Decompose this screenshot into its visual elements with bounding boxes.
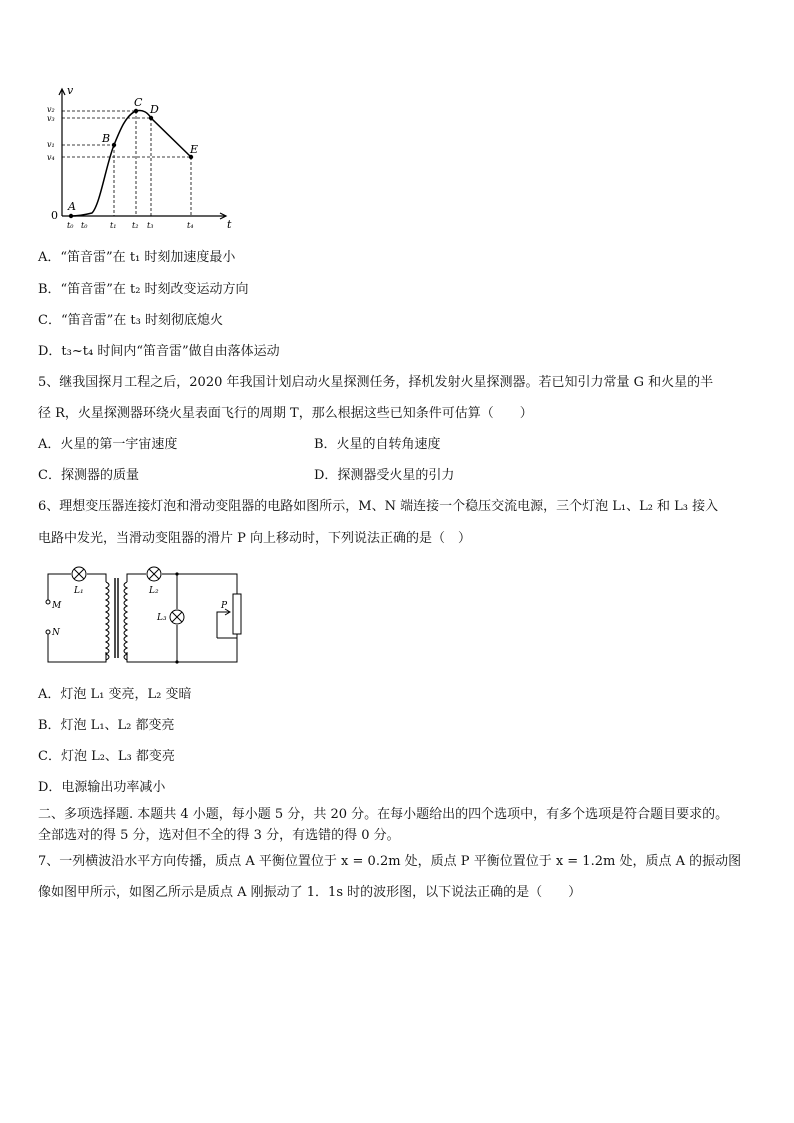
q6-stem-line2: 电路中发光，当滑动变阻器的滑片 P 向上移动时，下列说法正确的是（ ） — [38, 531, 472, 546]
rheostat — [233, 594, 241, 634]
v-tick-v1: v₁ — [47, 140, 55, 149]
q6-option-c: C．灯泡 L₂、L₃ 都变亮 — [38, 749, 175, 764]
lamp-l3-label: L₃ — [157, 613, 167, 623]
q4-option-c: C．“笛音雷”在 t₃ 时刻彻底熄火 — [38, 313, 223, 328]
q4-option-a: A．“笛音雷”在 t₁ 时刻加速度最小 — [38, 250, 236, 265]
q5-option-b: B．火星的自转角速度 — [314, 437, 441, 452]
point-e-label: E — [190, 143, 199, 156]
q5-stem-line1: 5、继我国探月工程之后，2020 年我国计划启动火星探测任务，择机发射火星探测器。若已知引力常量 G 和火星的半 — [38, 375, 714, 390]
lamp-l1-label: L₁ — [74, 586, 84, 596]
velocity-time-graph — [40, 85, 240, 235]
q6-option-a: A．灯泡 L₁ 变亮，L₂ 变暗 — [38, 687, 192, 702]
q6-option-b: B．灯泡 L₁、L₂ 都变亮 — [38, 718, 175, 733]
q7-stem-line2: 像如图甲所示，如图乙所示是质点 A 刚振动了 1．1s 时的波形图，以下说法正确的是（ ） — [38, 885, 582, 900]
t-tick-t0b: t₀ — [81, 221, 88, 230]
section2-instructions-line2: 全部选对的得 5 分，选对但不全的得 3 分，有选错的得 0 分。 — [38, 828, 400, 843]
q6-stem-line1: 6、理想变压器连接灯泡和滑动变阻器的电路如图所示，M、N 端连接一个稳压交流电源，三个灯泡 L₁、L₂ 和 L₃ 接入 — [38, 499, 719, 514]
primary-coil — [106, 582, 109, 660]
v-tick-v3: v₃ — [47, 114, 55, 123]
q4-option-b: B．“笛音雷”在 t₂ 时刻改变运动方向 — [38, 282, 249, 297]
origin-label: 0 — [51, 209, 58, 222]
point-b-label: B — [102, 132, 111, 145]
q7-stem-line1: 7、一列横波沿水平方向传播，质点 A 平衡位置位于 x = 0.2m 处，质点 P 平衡位置位于 x = 1.2m 处，质点 A 的振动图 — [38, 854, 742, 869]
v-axis-label: v — [67, 85, 74, 97]
q5-option-a: A．火星的第一宇宙速度 — [38, 437, 178, 452]
secondary-coil — [124, 582, 127, 660]
v-tick-v4: v₄ — [47, 153, 55, 162]
transformer-circuit-diagram — [36, 562, 248, 668]
q5-option-c: C．探测器的质量 — [38, 468, 139, 483]
velocity-curve — [71, 110, 191, 216]
t-tick-t0a: t₀ — [67, 221, 74, 230]
t-tick-t3: t₃ — [147, 221, 154, 230]
t-axis-label: t — [227, 218, 232, 231]
q5-option-d: D．探测器受火星的引力 — [314, 468, 455, 483]
point-d-label: D — [150, 103, 159, 116]
t-tick-t4: t₄ — [187, 221, 194, 230]
q4-option-d: D．t₃~t₄ 时间内“笛音雷”做自由落体运动 — [38, 344, 280, 359]
rheostat-slider — [217, 612, 229, 638]
t-tick-t1: t₁ — [110, 221, 117, 230]
q5-stem-line2: 径 R，火星探测器环绕火星表面飞行的周期 T，那么根据这些已知条件可估算（ ） — [38, 406, 533, 421]
t-tick-t2: t₂ — [132, 221, 139, 230]
point-c-label: C — [134, 96, 143, 109]
q6-option-d: D．电源输出功率减小 — [38, 780, 166, 795]
slider-p-label: P — [221, 601, 228, 611]
terminal-m-label: M — [52, 601, 62, 611]
terminal-n-label: N — [52, 628, 60, 638]
point-a-label: A — [68, 200, 76, 213]
section2-instructions-line1: 二、多项选择题. 本题共 4 小题，每小题 5 分，共 20 分。在每小题给出的四个选项中，有多个选项是符合题目要求的。 — [38, 807, 729, 822]
v-tick-v2: v₂ — [47, 105, 55, 114]
lamp-l2-label: L₂ — [149, 586, 159, 596]
